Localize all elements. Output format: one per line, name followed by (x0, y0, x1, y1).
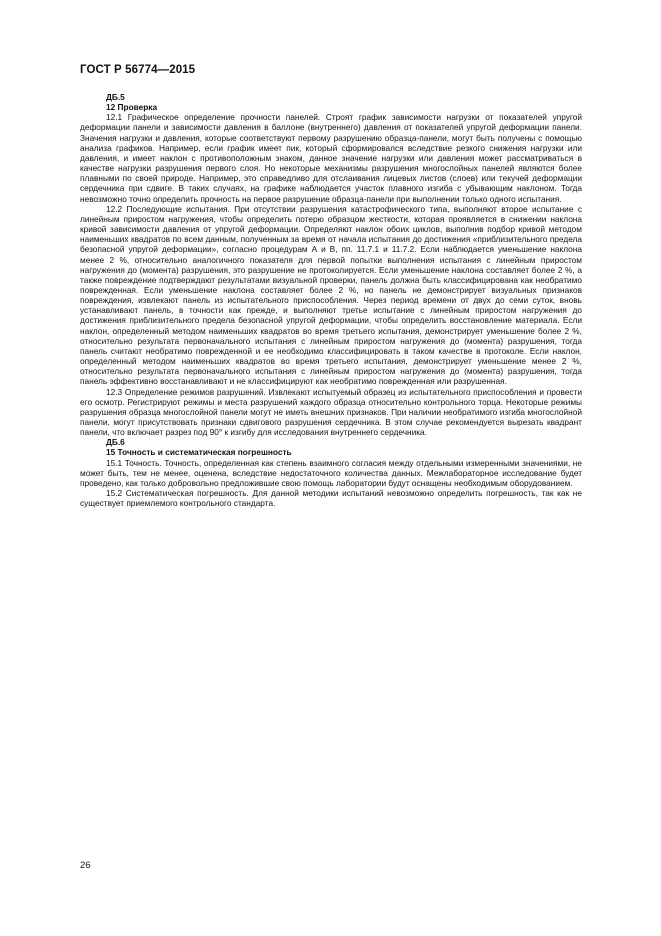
section-db6 (80, 437, 582, 508)
section-code: ДБ.5 (106, 92, 125, 102)
paragraph-15-1: 15.1 Точность. Точность, определенная как степень взаимного согласия между отдельными измеренными значениями, не может быть, тем не менее, оценена, вследствие недостаточного количества данных. Межлабораторное исследование будет проведено, как только добровольно предложившие свою помощь лаборатории будут оснащены необходимым оборудованием. (80, 457, 582, 488)
paragraph-12-2: 12.2 Последующие испытания. При отсутствии разрушения катастрофического типа, выполняют второе испытание с линейным приростом нагружения, чтобы определить потерю образцом жесткости, которая проявляется в снижении наклона кривой зависимости давления от упругой деформации. Определяют наклон обоих циклов, выполнив подбор кривой методом наименьших квадратов по всем данным, полученным за время от начала испытания до достижения «приблизительного предела безопасной упругой деформации», согласно процедурам А и В, пп. 11.7.1 и 11.7.2. Если наблюдается уменьшение наклона менее 2 %, относительно аналогичного показателя для первой попытки выполнения испытания с линейным приростом нагружения до (момента) разрушения, это разрушение не протоколируется. Если уменьшение наклона составляет более 2 %, а также повреждение подтверждают результатами визуальной проверки, панель должна быть классифицирована как необратимо поврежденная. Если уменьшение наклона составляет более 2 %, но панель не демонстрирует визуальных признаков повреждения, извлекают панель из испытательного приспособления. Через период времени от двух до семи суток, вновь устанавливают панель, в точности как прежде, и выполняют третье испытание с линейным приростом нагружения до достижения приблизительного предела безопасной упругой деформации, чтобы определить восстановление материала. Если наклон, определенный методом наименьших квадратов во время третьего испытания, демонстрирует уменьшение более 2 %, относительно результата первоначального испытания с линейным приростом нагружения до (момента) разрушения, тогда панель считают необратимо поврежденной и ее необходимо классифицировать в таком качестве в протоколе. Если наклон, определенный методом наименьших квадратов во время третьего испытания, демонстрирует уменьшение менее 2 %, относительно результата первоначального испытания с линейным приростом нагружения до (момента) разрушения, тогда панель эффективно восстанавливают и не классифицируют как необратимо поврежденная или разрушенная. (80, 203, 582, 387)
paragraph-15-2: 15.2 Систематическая погрешность. Для данной методики испытаний невозможно определить погрешность, так как не существует приемлемого контрольного стандарта. (80, 488, 582, 509)
paragraph-12-1: 12.1 Графическое определение прочности панелей. Строят график зависимости нагрузки от показателей упругой деформации панели и зависимости давления в баллоне (внутреннего) давления от показателей упругой деформации панели. Значения нагрузки и давления, которые соответствуют первому разрушению образца-панели, могут быть получены с помощью анализа графиков. Например, если график имеет пик, который сформировался вследствие резкого снижения нагрузки или давления, и имеет наклон с противоположным знаком, данное значение нагрузки или давления может рассматриваться в качестве нагрузки разрушения первого слоя. Но некоторые механизмы разрушения многослойных панелей являются более плавными по своей природе. Например, это справедливо для отслаивания лицевых листов (слоев) или текучей деформации сердечника при сдвиге. В таких случаях, на графике наблюдается участок плавного изгиба с убывающим наклоном. Тогда невозможно точно определить прочность на первое разрушение образца-панели при выполнении только одного испытания. (80, 112, 582, 204)
document-body (80, 92, 582, 508)
section-db5 (80, 92, 582, 437)
section-title: 12 Проверка (106, 102, 158, 113)
paragraph-12-3: 12.3 Определение режимов разрушений. Извлекают испытуемый образец из испытательного приспособления и провести его осмотр. Регистрируют режимы и места разрушений каждого образца относительно контрольного торца. Некоторые режимы разрушения образца многослойной панели могут не иметь внешних признаков. При наличии необратимого изгиба многослойной панели, могут присутствовать признаки сдвигового разрушения сердечника. В этом случае рекомендуется вырезать квадрант панели, что включает разрез под 90° к изгибу для исследования внутреннего сердечника. (80, 386, 582, 438)
document-header: ГОСТ Р 56774—2015 (80, 64, 196, 76)
page-number: 26 (80, 860, 91, 871)
section-code: ДБ.6 (106, 437, 125, 448)
section-title: 15 Точность и систематическая погрешность (106, 447, 292, 458)
